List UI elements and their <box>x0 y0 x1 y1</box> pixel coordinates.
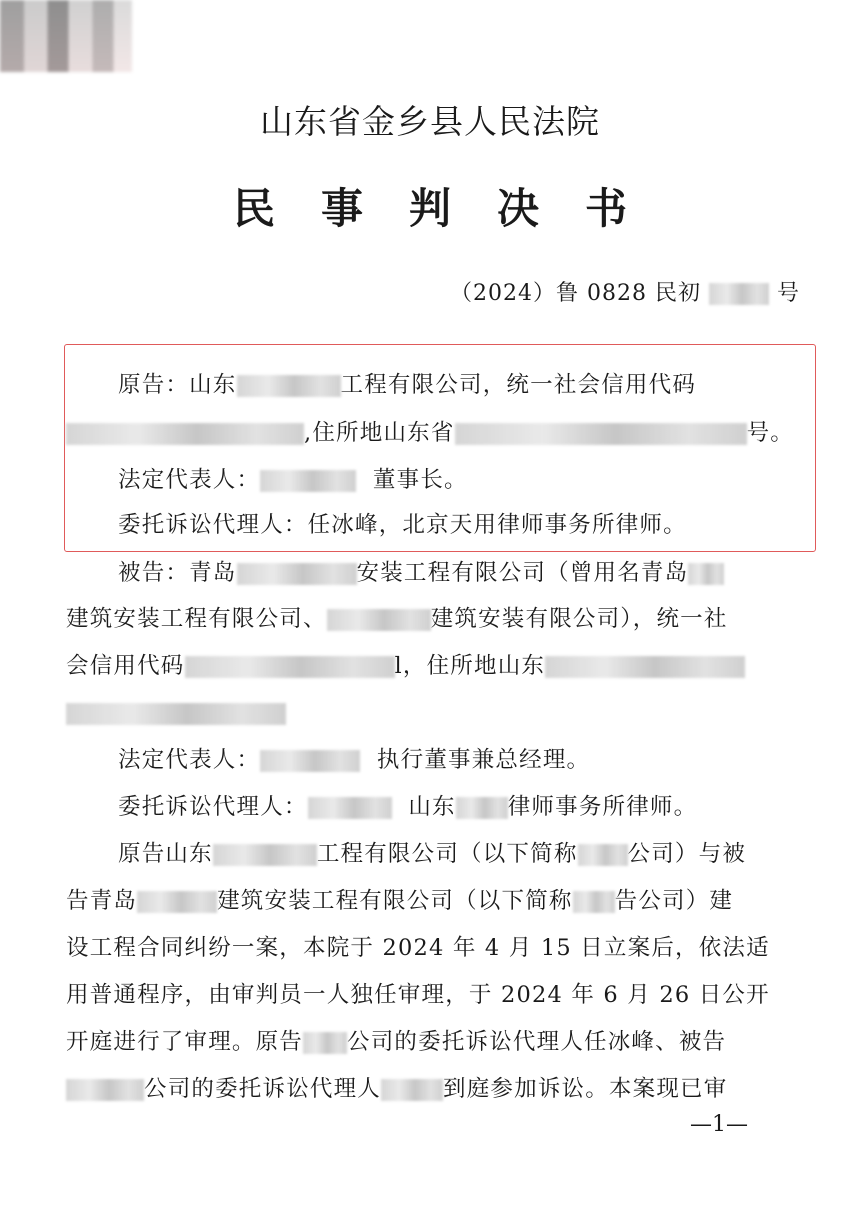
redacted-address <box>545 656 745 678</box>
redacted-text <box>213 844 317 866</box>
redacted-text <box>137 891 217 913</box>
body-line-2 <box>66 886 800 916</box>
body-line-1 <box>118 839 800 869</box>
redacted-name <box>381 1079 443 1101</box>
plaintiff-line <box>118 370 800 400</box>
redacted-text <box>578 844 628 866</box>
case-number-suffix: 号 <box>776 281 800 306</box>
plaintiff-rep-label: 法定代表人： <box>118 467 261 493</box>
page-number: —1— <box>690 1112 748 1137</box>
redacted-name <box>260 750 360 772</box>
redacted-text <box>573 891 615 913</box>
body-line-6 <box>66 1074 800 1104</box>
defendant-agent-line <box>118 792 800 822</box>
redacted-text <box>456 797 508 819</box>
defendant-address-line <box>66 698 800 728</box>
case-number-prefix: （2024）鲁 0828 民初 <box>450 281 701 306</box>
body-line-3: 设工程合同纠纷一案，本院于 2024 年 4 月 15 日立案后，依法适 <box>66 935 770 961</box>
document-title: 民事判决书 <box>232 184 673 233</box>
redacted-text <box>688 563 724 585</box>
body-text: 到庭参加诉讼。本案现已审 <box>443 1076 728 1102</box>
plaintiff-rep-title: 董事长。 <box>372 467 468 493</box>
body-text: 建筑安装工程有限公司（以下简称 <box>217 888 573 914</box>
body-text: 告青岛 <box>66 888 138 914</box>
redacted-text <box>303 1032 347 1054</box>
redacted-case-id <box>709 283 769 305</box>
plaintiff-company: 工程有限公司，统一社会信用代码 <box>340 372 697 398</box>
body-text: 告公司）建 <box>614 888 734 914</box>
redacted-credit-code <box>185 656 395 678</box>
body-text: 公司）与被 <box>627 841 747 867</box>
redacted-address <box>455 423 747 445</box>
defendant-company: 安装工程有限公司（曾用名青岛 <box>356 560 689 586</box>
redacted-text <box>327 609 431 631</box>
defendant-rep-label: 法定代表人： <box>118 747 261 773</box>
defendant-agent-firm-tail: 律师事务所律师。 <box>507 794 698 820</box>
defendant-rep-line <box>118 745 800 775</box>
plaintiff-label: 原告：山东 <box>118 372 237 398</box>
body-text: 公司的委托诉讼代理人 <box>144 1076 382 1102</box>
defendant-rep-title: 执行董事兼总经理。 <box>376 747 591 773</box>
plaintiff-address-label: ,住所地山东省 <box>304 420 455 446</box>
redacted-name <box>260 470 356 492</box>
body-line-4: 用普通程序，由审判员一人独任审理，于 2024 年 6 月 26 日公开 <box>66 982 770 1008</box>
body-text: 原告山东 <box>118 841 213 867</box>
body-text: 开庭进行了审理。原告 <box>66 1029 304 1055</box>
defendant-credit-label: 会信用代码 <box>66 653 185 679</box>
redacted-text <box>237 563 357 585</box>
redacted-corner-mark <box>0 0 132 72</box>
defendant-line-3 <box>66 651 800 681</box>
redacted-text <box>237 375 341 397</box>
defendant-line <box>118 558 800 588</box>
plaintiff-agent-line: 委托诉讼代理人：任冰峰，北京天用律师事务所律师。 <box>118 512 687 538</box>
plaintiff-address-line <box>66 418 800 448</box>
case-number <box>450 276 800 307</box>
body-line-5 <box>66 1027 800 1057</box>
defendant-former-name-1: 建筑安装工程有限公司、 <box>66 606 327 632</box>
redacted-address <box>66 703 286 725</box>
court-name: 山东省金乡县人民法院 <box>260 102 600 141</box>
plaintiff-address-end: 号。 <box>746 420 794 446</box>
plaintiff-rep-line <box>118 465 800 495</box>
defendant-address-label: l，住所地山东 <box>394 653 546 679</box>
defendant-line-2 <box>66 604 800 634</box>
redacted-text <box>66 1079 144 1101</box>
defendant-agent-label: 委托诉讼代理人： <box>118 794 308 820</box>
body-text: 工程有限公司（以下简称 <box>316 841 578 867</box>
redacted-name <box>308 797 392 819</box>
defendant-agent-firm: 山东 <box>408 794 456 820</box>
redacted-credit-code <box>66 423 304 445</box>
body-text: 公司的委托诉讼代理人任冰峰、被告 <box>347 1029 727 1055</box>
defendant-former-name-2: 建筑安装有限公司），统一社 <box>430 606 728 632</box>
defendant-label: 被告：青岛 <box>118 560 237 586</box>
